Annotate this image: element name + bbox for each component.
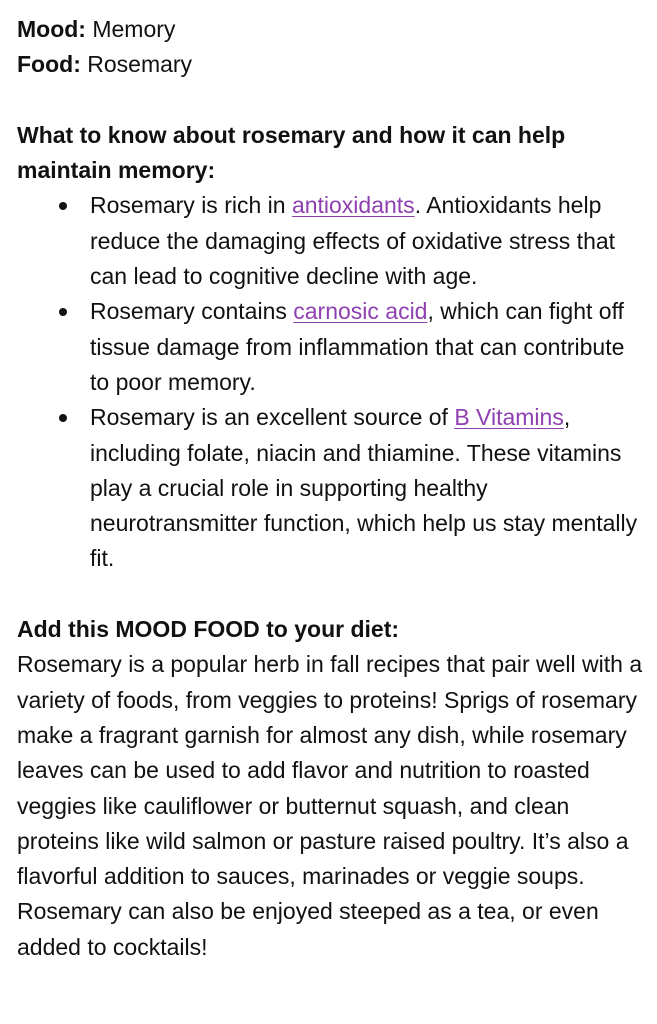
- list-item: [90, 400, 645, 576]
- benefits-list: [17, 188, 645, 576]
- food-value: Rosemary: [87, 51, 193, 78]
- list-item: [90, 294, 645, 400]
- section-heading-diet: Add this MOOD FOOD to your diet:: [17, 616, 400, 643]
- food-line: [17, 47, 645, 82]
- list-item: [90, 188, 645, 294]
- bullet-text-end: . Antioxidants help reduce the damaging effects of oxidative stress that can lead to cognitive decline with age.: [90, 192, 616, 290]
- bullet-text-start: Rosemary is rich in: [90, 192, 292, 219]
- mood-value: Memory: [92, 16, 176, 42]
- bullet-text-end: , including folate, niacin and thiamine. These vitamins play a crucial role in supporting healthy neurotransmitter function, which help us stay mentally fit.: [90, 404, 638, 572]
- carnosic-acid-link[interactable]: carnosic acid: [293, 298, 428, 325]
- spacer: [17, 83, 645, 118]
- bullet-icon: [59, 308, 67, 316]
- mood-line: [17, 12, 645, 47]
- spacer: [17, 577, 645, 612]
- bullet-icon: [59, 202, 67, 210]
- bullet-icon: [59, 414, 67, 422]
- antioxidants-link[interactable]: antioxidants: [291, 192, 415, 219]
- mood-label: Mood:: [17, 16, 86, 42]
- b-vitamins-link[interactable]: B Vitamins: [454, 404, 564, 431]
- bullet-text-start: Rosemary contains: [90, 298, 294, 325]
- section-heading-memory: What to know about rosemary and how it can help maintain memory:: [17, 121, 566, 184]
- diet-paragraph: Rosemary is a popular herb in fall recipes that pair well with a variety of foods, from veggies to proteins! Sprigs of rosemary make a fragrant garnish for almost any dish, while rosemary leaves can be used to add flavor and nutrition to roasted veggies like cauliflower or butternut squash, and clean proteins like wild salmon or pasture raised poultry. It’s also a flavorful addition to sauces, marinades or veggie soups. Rosemary can also be enjoyed steeped as a tea, or even added to cocktails!: [17, 651, 643, 960]
- food-label: Food:: [17, 51, 81, 78]
- bullet-text-start: Rosemary is an excellent source of: [90, 404, 455, 431]
- bullet-text-end: , which can fight off tissue damage from inflammation that can contribute to poor memory.: [90, 298, 625, 395]
